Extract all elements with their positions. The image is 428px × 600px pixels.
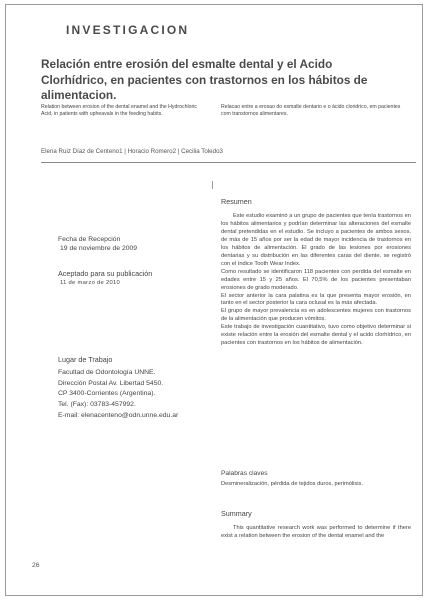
workplace-line: Dirección Postal Av. Libertad 5450. — [58, 379, 164, 387]
subtitle-english: Relation between erosion of the dental enamel and the Hydrochloric Acid, in patients with upheavals in the feeding habits. — [41, 104, 198, 118]
workplace-email: E-mail: elenacenteno@odn.unne.edu.ar — [58, 411, 179, 419]
workplace-line: CP 3400-Corrientes (Argentina). — [58, 390, 156, 398]
section-label: INVESTIGACION — [66, 23, 190, 37]
subtitle-portuguese: Relacao entre a erosao do esmalte dentario e o ácido cloridrico, em pacientes com transtornos alimentares. — [221, 104, 401, 118]
column-separator — [212, 181, 213, 189]
workplace-block — [58, 355, 178, 422]
document-page — [5, 4, 423, 596]
reception-date: 19 de noviembre de 2009 — [60, 245, 138, 252]
resumen-paragraph: Como resultado se identificaron 118 pacientes con perdida del esmalte en edades entre 15 y 25 años. El 70,5% de los pacientes presentaban erosiones de grado moderado. — [221, 268, 411, 291]
keywords-heading: Palabras claves — [221, 470, 268, 477]
author-list: Elena Ruiz Díaz de Centeno1 | Horacio Romero2 | Cecilia Toledo3 — [41, 148, 223, 155]
resumen-body — [221, 213, 411, 348]
resumen-heading: Resumen — [221, 197, 252, 206]
workplace-line: Facultad de Odontología UNNE. — [58, 368, 156, 376]
resumen-paragraph: Este estudio examinó a un grupo de pacientes que tenía trastornos en los hábitos alimentarios y podrían determinar las alteraciones del esmalte dental pretendidas en el estudio. Se incluyo a pacientes de ambos sexos, de más de 15 años por ser la edad de mayor incidencia de trastornos en los hábitos de alimentación. El grado de las lesiones por erosiones dentarias y su distribución en las diferentes caras del diente, se registró con el índice Tooth Wear Index. — [221, 213, 411, 267]
reception-label: Fecha de Recepción — [58, 236, 121, 243]
accepted-date: 11 de marzo de 2010 — [60, 279, 121, 286]
resumen-paragraph: Este trabajo de investigación cuantitativo, tuvo como objetivo determinar si existe relación entre la erosión del esmalte dental y el acido clorhídrico, en pacientes con trastornos en los hábitos de alimentación. — [221, 324, 411, 347]
summary-body — [221, 525, 411, 541]
resumen-paragraph: El grupo de mayor prevalencia es en adolescentes mujeres con trastornos de la alimentación que producen vómitos. — [221, 308, 411, 323]
accepted-block — [58, 269, 152, 288]
accepted-label: Aceptado para su publicación — [58, 269, 153, 278]
workplace-line: Tel. (Fax): 03783-457992. — [58, 401, 136, 409]
resumen-paragraph: El sector anterior la cara palatina es la que presenta mayor erosión, en tanto en el sector posterior la cara oclusal es la más afectada. — [221, 292, 411, 307]
page-number: 26 — [32, 562, 40, 569]
workplace-label: Lugar de Trabajo — [58, 355, 113, 364]
reception-block — [58, 235, 137, 253]
summary-heading: Summary — [221, 509, 252, 518]
summary-paragraph: This quantitative research work was performed to determine if there exist a relation between the erosion of the dental enamel and the — [221, 525, 411, 539]
keywords-text: Desmineralización, pérdida de tejidos duros, perimólisis. — [221, 481, 363, 487]
header-divider — [41, 162, 416, 163]
article-title: Relación entre erosión del esmalte dental y el Acido Clorhídrico, en pacientes con trastornos en los hábitos de alimentacion. — [41, 57, 368, 102]
